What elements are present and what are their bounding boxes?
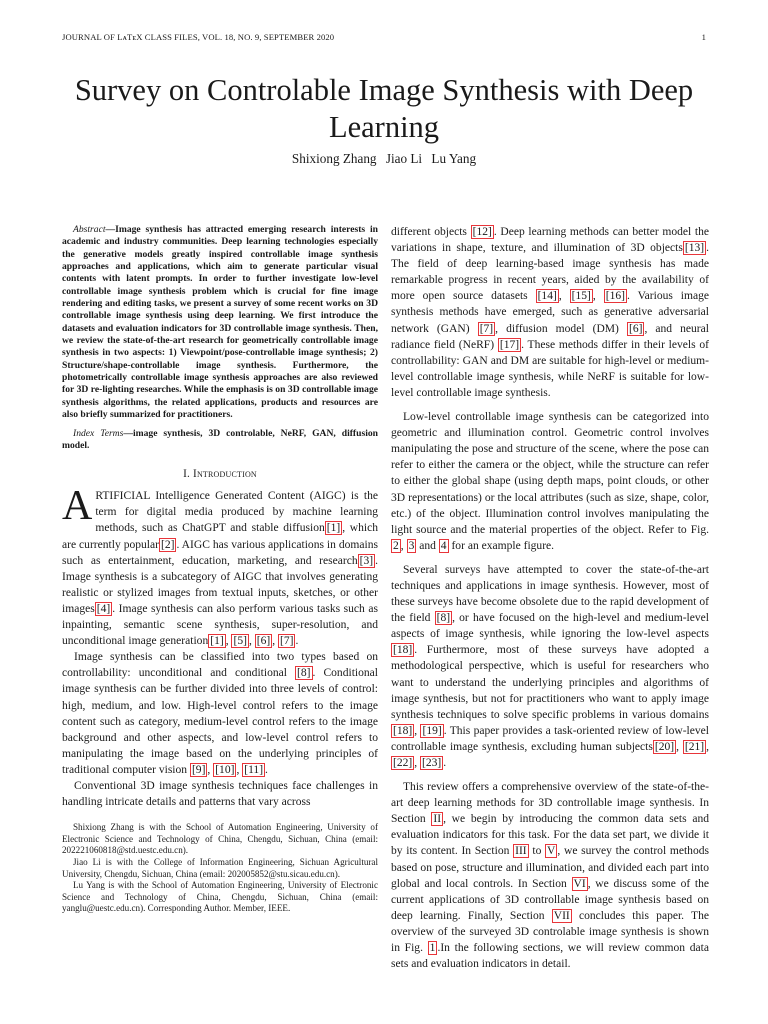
section-link[interactable]: V	[547, 845, 556, 858]
section-title: Introduction	[193, 468, 257, 481]
intro-paragraph: This review offers a comprehensive overview of the state-of-the-art deep learning methods for 3D controllable image synthesis. In Section II , we begin by introducing the common data sets and evaluation indicators for this task. For the data set part, we divide it by its content. In Section III to V , we survey the control methods based on pose, structure and illumination, and divided each part into global and local controls. In Section VI , we discuss some of the current applications of 3D controllable image synthesis based on deep learning. Finally, Section VII concludes this paper. The overview of the surveyed 3D controlable image synthesis is shown in Fig. 1 .In the following sections, we will review common data sets and evaluation indicators in detail.	[391, 781, 710, 971]
abstract-text: —Image synthesis has attracted emerging research interests in academic and industry communities. Deep learning technologies especially the generative models greatly inspired controllable image synthesis approaches and applications, which aim to generate particular visual contents with latent prompts. In order to further investigate low-level controllable image synthesis problem which is crucial for fine image rendering and editing tasks, we present a survey of some recent works on 3D controllable image synthesis using deep learning. We first introduce the datasets and evaluation indicators for 3D controllable image synthesis. Then, we review the state-of-the-art research for geometrically controllable image synthesis in two aspects: 1) Viewpoint/pose-controllable image synthesis; 2) Structure/shape-controllable image synthesis. Furthermore, the photometrically controllable image synthesis approaches are also reviewed for 3D re-lighting researches. While the emphasis is on 3D controllable image synthesis algorithms, the related applications, products and resources are also briefly summarized for practitioners.	[62, 224, 378, 421]
citation-link[interactable]: [12]	[472, 226, 492, 238]
section-link[interactable]: VI	[573, 877, 586, 890]
paper-title: Survey on Controlable Image Synthesis with Deep Learning	[74, 73, 694, 144]
author-list	[0, 151, 768, 167]
citation-link[interactable]: [7]	[279, 635, 294, 648]
journal-header: JOURNAL OF LᴀTᴇX CLASS FILES, VOL. 18, NO. 9, SEPTEMBER 2020	[62, 32, 335, 42]
figure-link[interactable]: 2	[393, 539, 399, 552]
index-terms-label: Index Terms	[73, 427, 124, 439]
figure-link[interactable]: 1	[429, 942, 436, 955]
intro-paragraph: different objects [12] . Deep learning methods can better model the variations in shape, texture, and illumination of 3D objects [13] . The field of deep learning-based image synthesis has made remarkable progress in recent years, aided by the availability of more open source datasets [14] , [15] , [16] . Various image synthesis methods have emerged, such as generative adversarial network (GAN) [7] , diffusion model (DM) [6] , and neural radiance field (NeRF) [17] . These methods differ in their levels of controllability: GAN and DM are suitable for high-level or medium-level controllable image synthesis, while NeRF is suitable for low-level controllable image synthesis.	[391, 226, 710, 399]
author-name: Lu Yang	[431, 151, 477, 166]
citation-link[interactable]: [22]	[393, 757, 413, 769]
intro-paragraph: Conventional 3D image synthesis techniques face challenges in handling intricate details and patterns that vary across	[62, 779, 378, 809]
citation-link[interactable]: [21]	[684, 740, 705, 753]
abstract	[62, 224, 378, 422]
citation-link[interactable]: [9]	[191, 763, 206, 776]
intro-paragraph: ARTIFICIAL Intelligence Generated Content (AIGC) is the term for digital media produced by machine learning methods, such as ChatGPT and stable diffusion [1] , which are currently popular [2] . AIGC has various applications in domains such as entertainment, education, marketing, and research [3] . Image synthesis is a subcategory of AIGC that involves generating realistic or stylized images from textual inputs, sketches, or other images [4] . Image synthesis can also perform various tasks such as inpainting, semantic scene synthesis, super-resolution, and unconditional image generation [1] , [5] , [6] , [7] .	[62, 483, 379, 648]
section-link[interactable]: III	[515, 845, 527, 858]
citation-link[interactable]: [4]	[96, 602, 111, 615]
citation-link[interactable]: [6]	[256, 635, 271, 648]
citation-link[interactable]: [7]	[479, 322, 494, 335]
citation-link[interactable]: [15]	[571, 290, 591, 303]
author-name: Shixiong Zhang	[291, 151, 377, 166]
citation-link[interactable]: [16]	[605, 290, 625, 303]
citation-link[interactable]: [5]	[233, 635, 247, 648]
citation-link[interactable]: [1]	[326, 522, 341, 535]
section-link[interactable]: VII	[553, 909, 570, 922]
running-header	[62, 32, 706, 46]
figure-link[interactable]: 4	[440, 539, 447, 552]
citation-link[interactable]: [8]	[297, 667, 311, 680]
citation-link[interactable]: [23]	[422, 757, 442, 769]
figure-link[interactable]: 3	[408, 539, 415, 552]
citation-link[interactable]: [2]	[160, 538, 175, 551]
citation-link[interactable]: [19]	[422, 724, 442, 737]
section-heading	[62, 466, 378, 482]
index-terms-text: —image synthesis, 3D controlable, NeRF, GAN, diffusion model.	[62, 427, 378, 451]
footnote: Jiao Li is with the College of Information Engineering, Sichuan Agricultural University, Chengdu, Sichuan, China (email: 202005852@stu.sicau.edu.cn).	[62, 856, 378, 879]
section-numeral: I.	[183, 468, 191, 481]
citation-link[interactable]: [1]	[210, 635, 224, 648]
footnote: Lu Yang is with the School of Automation Engineering, University of Electronic Science and Technology of China, Chengdu, Sichuan, China (email: yanglu@uestc.edu.cn). Corresponding Author. Member, IEEE.	[62, 880, 378, 914]
citation-link[interactable]: [14]	[537, 290, 557, 303]
citation-link[interactable]: [3]	[359, 554, 374, 567]
intro-paragraph: Low-level controllable image synthesis can be categorized into geometric and illumination control. Geometric control involves manipulating the pose and structure of the scene, where the pose can refer to either the camera or the object, while the structure can refer to either the global shape (using depth maps, point clouds, or other 3D representations) or the local attributes (such as size, shape, color, etc.) of the object. Illumination control involves manipulating the light source and the material properties of the object. Refer to Fig. 2 , 3 and 4 for an example figure.	[391, 411, 709, 552]
index-terms	[62, 428, 378, 453]
citation-link[interactable]: [17]	[499, 338, 520, 351]
left-column	[62, 224, 378, 915]
citation-link[interactable]: [20]	[654, 740, 675, 753]
citation-link[interactable]: [13]	[684, 242, 705, 255]
author-name: Jiao Li	[385, 151, 423, 166]
section-link[interactable]: II	[433, 813, 442, 826]
intro-paragraph: Image synthesis can be classified into two types based on controllability: unconditional and conditional [8] . Conditional image synthesis can be further divided into three levels of control: high, medium, and low. High-level control refers to the image content such as category, medium-level control refers to the image background and other aspects, and low-level control refers to manipulating the image based on the underlying principles of traditional computer vision [9] , [10] , [11] .	[62, 651, 378, 776]
footnote: Shixiong Zhang is with the School of Automation Engineering, University of Electronic Science and Technology of China, Chengdu, Sichuan, China (email: 202221060818@std.uestc.edu.cn).	[62, 822, 378, 856]
drop-cap: A	[62, 483, 93, 530]
citation-link[interactable]: [8]	[436, 612, 451, 625]
citation-link[interactable]: [6]	[628, 322, 643, 335]
abstract-label: Abstract	[73, 224, 106, 235]
citation-link[interactable]: [11]	[244, 763, 264, 776]
citation-link[interactable]: [18]	[393, 724, 413, 737]
author-footnotes	[62, 822, 378, 915]
page-number: 1	[701, 32, 706, 42]
citation-link[interactable]: [18]	[393, 644, 413, 657]
citation-link[interactable]: [10]	[215, 763, 235, 776]
right-column	[391, 224, 709, 972]
intro-paragraph: Several surveys have attempted to cover the state-of-the-art techniques and applications in image synthesis. However, most of these surveys have become obsolete due to the rapid development of the field [8] , or have focused on the high-level and medium-level aspects of image synthesis, while ignoring the low-level aspects [18] . Furthermore, most of these surveys have adopted a methodological perspective, which is useful for researchers who want to understand the underlying principles and algorithms of image synthesis, but not for practitioners who want to apply image synthesis techniques to solve specific problems in various domains [18] , [19] . This paper provides a task-oriented review of low-level controllable image synthesis, excluding human subjects [20] , [21] , [22] , [23] .	[391, 563, 709, 769]
